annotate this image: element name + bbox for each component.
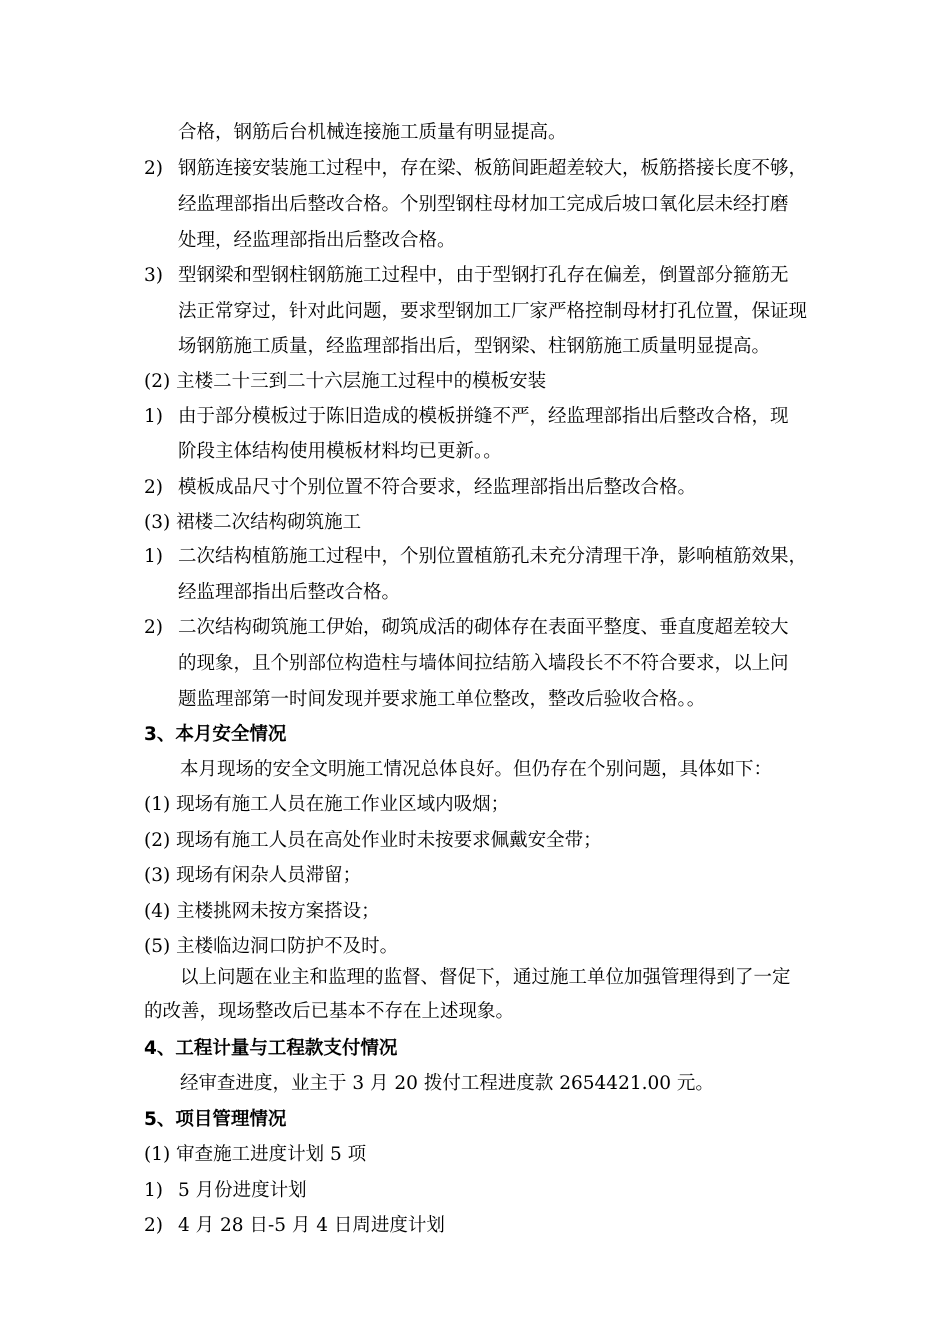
list-item: (1) 现场有施工人员在施工作业区域内吸烟； [144, 794, 510, 815]
text-line: 的改善，现场整改后已基本不存在上述现象。 [144, 1001, 515, 1022]
section-heading: 4、工程计量与工程款支付情况 [144, 1038, 398, 1059]
text-line: 经审查进度，业主于 3 月 20 拨付工程进度款 2654421.00 元。 [180, 1073, 714, 1094]
text-line: 经监理部指出后整改合格。个别型钢柱母材加工完成后坡口氧化层未经打磨 [178, 194, 789, 215]
list-item: (5) 主楼临边洞口防护不及时。 [144, 936, 399, 957]
text-line: 钢筋连接安装施工过程中，存在梁、板筋间距超差较大，板筋搭接长度不够， [178, 158, 808, 179]
text-line: 由于部分模板过于陈旧造成的模板拼缝不严，经监理部指出后整改合格，现 [178, 406, 789, 427]
subsection-heading: (2) 主楼二十三到二十六层施工过程中的模板安装 [144, 371, 547, 392]
text-line: 题监理部第一时间发现并要求施工单位整改，整改后验收合格。。 [178, 689, 706, 710]
item-number: 3) [144, 265, 163, 286]
text-line: 二次结构植筋施工过程中，个别位置植筋孔未充分清理干净，影响植筋效果， [178, 546, 808, 567]
text-line: 型钢梁和型钢柱钢筋施工过程中，由于型钢打孔存在偏差，倒置部分箍筋无 [178, 265, 789, 286]
text-line: 阶段主体结构使用模板材料均已更新。。 [178, 441, 502, 462]
item-number: 2) [144, 158, 163, 179]
text-line: 经监理部指出后整改合格。 [178, 582, 401, 603]
item-number: 1) [144, 1180, 163, 1201]
text-line: 以上问题在业主和监理的监督、督促下，通过施工单位加强管理得到了一定 [180, 967, 791, 988]
text-line: 合格，钢筋后台机械连接施工质量有明显提高。 [178, 122, 567, 143]
text-line: 二次结构砌筑施工伊始，砌筑成活的砌体存在表面平整度、垂直度超差较大 [178, 617, 789, 638]
list-item: (2) 现场有施工人员在高处作业时未按要求佩戴安全带； [144, 830, 602, 851]
text-line: 模板成品尺寸个别位置不符合要求，经监理部指出后整改合格。 [178, 477, 697, 498]
item-number: 2) [144, 1215, 163, 1236]
text-line: 的现象，且个别部位构造柱与墙体间拉结筋入墙段长不不符合要求，以上问 [178, 653, 789, 674]
section-heading: 3、本月安全情况 [144, 724, 287, 745]
item-number: 1) [144, 546, 163, 567]
section-heading: 5、项目管理情况 [144, 1109, 287, 1130]
item-number: 2) [144, 617, 163, 638]
text-line: 本月现场的安全文明施工情况总体良好。但仍存在个别问题，具体如下： [180, 759, 773, 780]
item-number: 1) [144, 406, 163, 427]
text-line: 法正常穿过，针对此问题，要求型钢加工厂家严格控制母材打孔位置，保证现 [178, 301, 808, 322]
text-line: 场钢筋施工质量，经监理部指出后，型钢梁、柱钢筋施工质量明显提高。 [178, 336, 771, 357]
subsection-heading: (3) 裙楼二次结构砌筑施工 [144, 512, 362, 533]
text-line: 4 月 28 日-5 月 4 日周进度计划 [178, 1215, 445, 1236]
item-number: 2) [144, 477, 163, 498]
list-item: (1) 审查施工进度计划 5 项 [144, 1144, 367, 1165]
text-line: 5 月份进度计划 [178, 1180, 307, 1201]
list-item: (3) 现场有闲杂人员滞留； [144, 865, 362, 886]
text-line: 处理，经监理部指出后整改合格。 [178, 230, 456, 251]
list-item: (4) 主楼挑网未按方案搭设； [144, 901, 380, 922]
